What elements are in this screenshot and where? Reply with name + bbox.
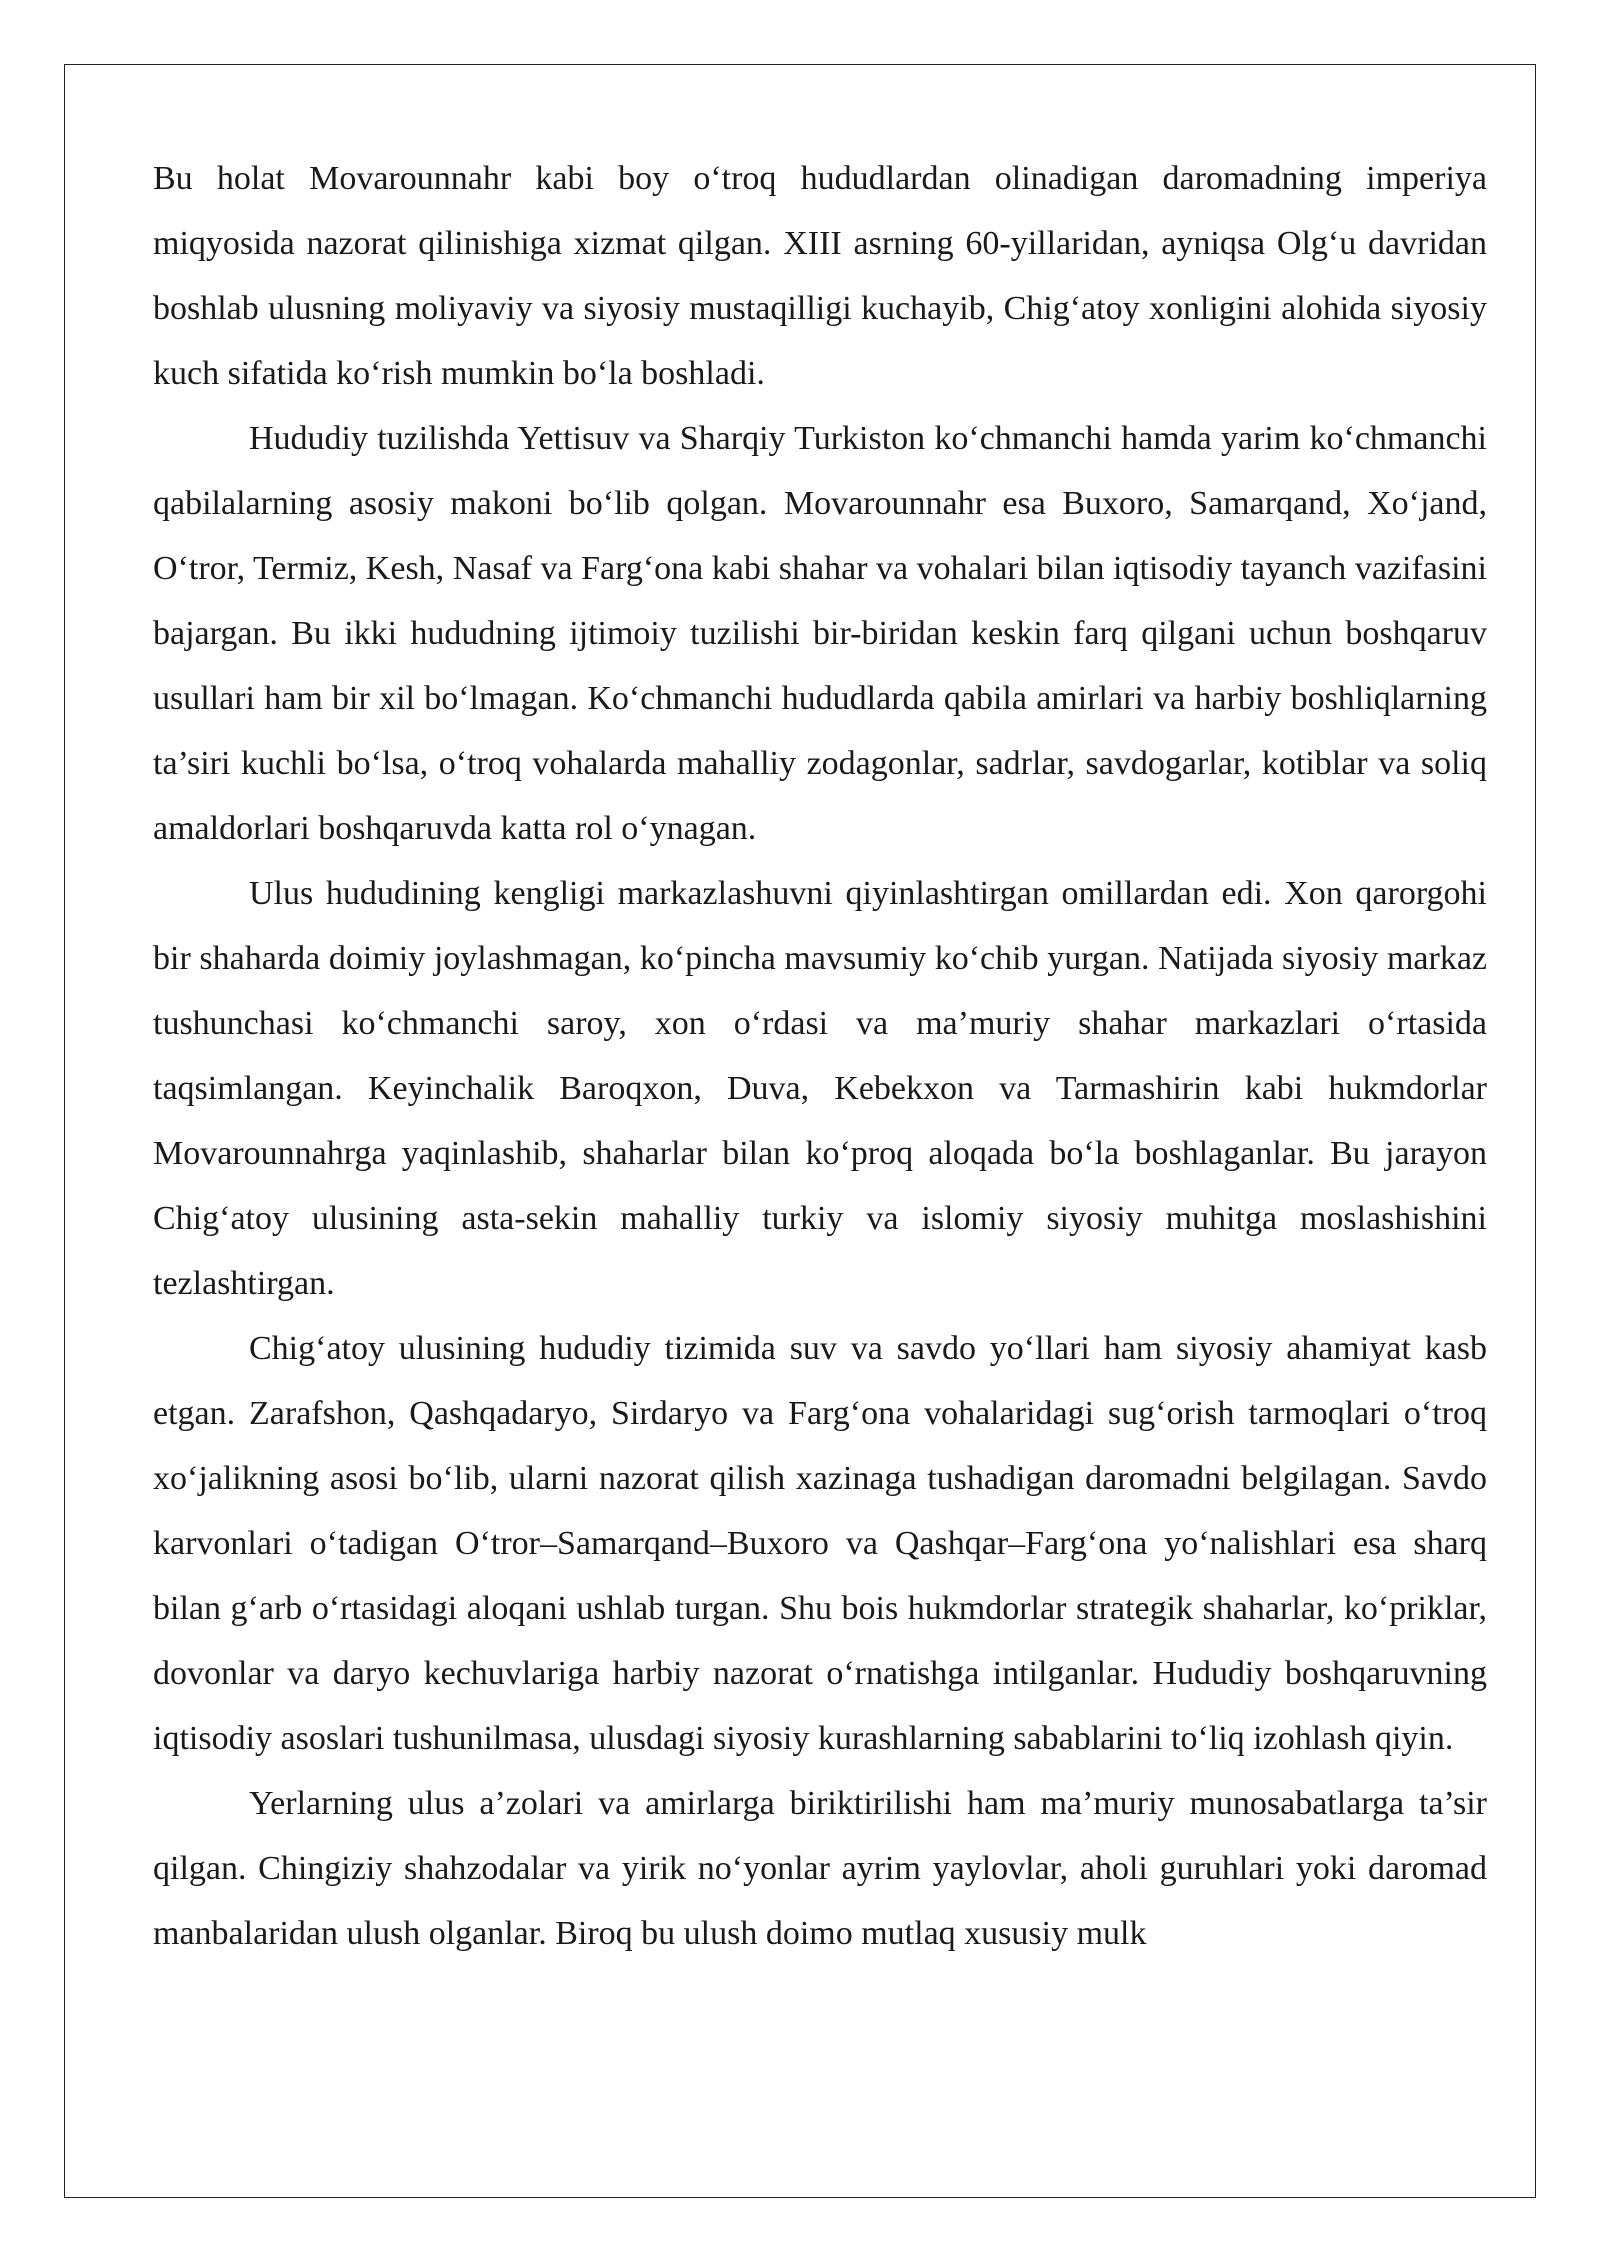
paragraph-1: Bu holat Movarounnahr kabi boy o‘troq hududlardan olinadigan daromadning imperiya miqyosida nazorat qilinishiga xizmat qilgan. XIII asrning 60-yillaridan, ayniqsa Olg‘u davridan boshlab ulusning moliyaviy va siyosiy mustaqilligi kuchayib, Chig‘atoy xonligini alohida siyosiy kuch sifatida ko‘rish mumkin bo‘la boshladi. bbox=[153, 160, 1487, 392]
document-body bbox=[153, 146, 1487, 1966]
paragraph-5: Yerlarning ulus a’zolari va amirlarga biriktirilishi ham ma’muriy munosabatlarga ta’sir qilgan. Chingiziy shahzodalar va yirik no‘yonlar ayrim yaylovlar, aholi guruhlari yoki daromad manbalaridan ulush olganlar. Biroq bu ulush doimo mutlaq xususiy mulk bbox=[153, 1785, 1487, 1952]
paragraph-4: Chig‘atoy ulusining hududiy tizimida suv va savdo yo‘llari ham siyosiy ahamiyat kasb etgan. Zarafshon, Qashqadaryo, Sirdaryo va Farg‘ona vohalaridagi sug‘orish tarmoqlari o‘troq xo‘jalikning asosi bo‘lib, ularni nazorat qilish xazinaga tushadigan daromadni belgilagan. Savdo karvonlari o‘tadigan O‘tror–Samarqand–Buxoro va Qashqar–Farg‘ona yo‘nalishlari esa sharq bilan g‘arb o‘rtasidagi aloqani ushlab turgan. Shu bois hukmdorlar strategik shaharlar, ko‘priklar, dovonlar va daryo kechuvlariga harbiy nazorat o‘rnatishga intilganlar. Hududiy boshqaruvning iqtisodiy asoslari tushunilmasa, ulusdagi siyosiy kurashlarning sabablarini to‘liq izohlash qiyin. bbox=[153, 1330, 1487, 1757]
paragraph-2: Hududiy tuzilishda Yettisuv va Sharqiy Turkiston ko‘chmanchi hamda yarim ko‘chmanchi qabilalarning asosiy makoni bo‘lib qolgan. Movarounnahr esa Buxoro, Samarqand, Xo‘jand, O‘tror, Termiz, Kesh, Nasaf va Farg‘ona kabi shahar va vohalari bilan iqtisodiy tayanch vazifasini bajargan. Bu ikki hududning ijtimoiy tuzilishi bir-biridan keskin farq qilgani uchun boshqaruv usullari ham bir xil bo‘lmagan. Ko‘chmanchi hududlarda qabila amirlari va harbiy boshliqlarning ta’siri kuchli bo‘lsa, o‘troq vohalarda mahalliy zodagonlar, sadrlar, savdogarlar, kotiblar va soliq amaldorlari boshqaruvda katta rol o‘ynagan. bbox=[153, 420, 1487, 847]
paragraph-3: Ulus hududining kengligi markazlashuvni qiyinlashtirgan omillardan edi. Xon qarorgohi bir shaharda doimiy joylashmagan, ko‘pincha mavsumiy ko‘chib yurgan. Natijada siyosiy markaz tushunchasi ko‘chmanchi saroy, xon o‘rdasi va ma’muriy shahar markazlari o‘rtasida taqsimlangan. Keyinchalik Baroqxon, Duva, Kebekxon va Tarmashirin kabi hukmdorlar Movarounnahrga yaqinlashib, shaharlar bilan ko‘proq aloqada bo‘la boshlaganlar. Bu jarayon Chig‘atoy ulusining asta-sekin mahalliy turkiy va islomiy siyosiy muhitga moslashishini tezlashtirgan. bbox=[153, 875, 1487, 1302]
